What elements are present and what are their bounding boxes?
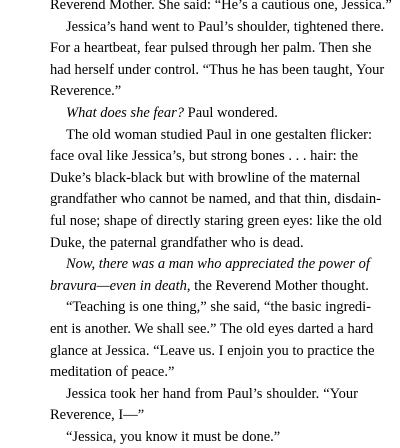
text-line bbox=[66, 253, 370, 275]
text-line bbox=[50, 188, 381, 210]
text-run: Reverend Mother. She said: “He’s a cautious one, Jessica.” bbox=[50, 0, 392, 13]
text-run: Paul wondered. bbox=[184, 105, 278, 121]
text-line bbox=[66, 124, 373, 146]
text-run: grandfather who cannot be named, and that thin, disdain- bbox=[50, 191, 381, 208]
text-run: Reverence, I—” bbox=[50, 407, 145, 424]
text-line bbox=[50, 80, 358, 102]
text-run: face oval like Jessica’s, but strong bones . . . hair: the bbox=[50, 148, 359, 165]
text-run: The old woman studied Paul in one gestalten flicker: bbox=[66, 126, 373, 143]
text-line bbox=[50, 0, 392, 16]
text-run: ful nose; shape of directly staring green eyes: like the old bbox=[50, 213, 382, 229]
text-run: “Jessica, you know it must be done.” bbox=[66, 429, 281, 445]
text-line bbox=[50, 37, 372, 59]
text-run: Jessica’s hand went to Paul’s shoulder, tightened there. bbox=[66, 18, 384, 35]
text-line bbox=[50, 210, 382, 232]
text-line bbox=[66, 383, 358, 405]
italic-text: Now, there was a man who appreciated the power of bbox=[66, 256, 370, 273]
text-run: “Teaching is one thing,” she said, “the basic ingredi- bbox=[66, 299, 371, 316]
text-run: ent is another. We shall see.” The old eyes darted a hard bbox=[50, 321, 374, 337]
text-line bbox=[66, 296, 371, 318]
text-run: For a heartbeat, fear pulsed through her palm. Then she bbox=[50, 40, 372, 57]
text-run: had herself under control. “Thus he has been taught, Your bbox=[50, 61, 385, 78]
text-line bbox=[66, 16, 384, 38]
text-run: Duke’s black-black but with browline of the maternal bbox=[50, 169, 361, 186]
text-run: Reverence.” bbox=[50, 83, 122, 100]
italic-text: What does she fear? bbox=[66, 105, 184, 121]
text-run: meditation of peace.” bbox=[50, 364, 175, 381]
text-line bbox=[50, 275, 369, 297]
text-line bbox=[50, 318, 374, 340]
text-run: , the Reverend Mother thought. bbox=[186, 277, 369, 294]
text-line bbox=[66, 102, 358, 124]
text-run: glance at Jessica. “Leave us. I enjoin you to practice the bbox=[50, 342, 375, 359]
italic-text: bravura—even in death bbox=[50, 277, 187, 294]
text-run: Jessica took her hand from Paul’s shoulder. “Your bbox=[66, 385, 358, 402]
text-line bbox=[66, 426, 358, 448]
text-line bbox=[50, 167, 361, 189]
text-line bbox=[50, 145, 358, 167]
text-line bbox=[50, 404, 358, 426]
text-line bbox=[50, 59, 385, 81]
text-line bbox=[50, 232, 358, 254]
text-run: Duke, the paternal grandfather who is dead. bbox=[50, 234, 304, 251]
text-line bbox=[50, 340, 375, 362]
text-line bbox=[50, 361, 358, 383]
